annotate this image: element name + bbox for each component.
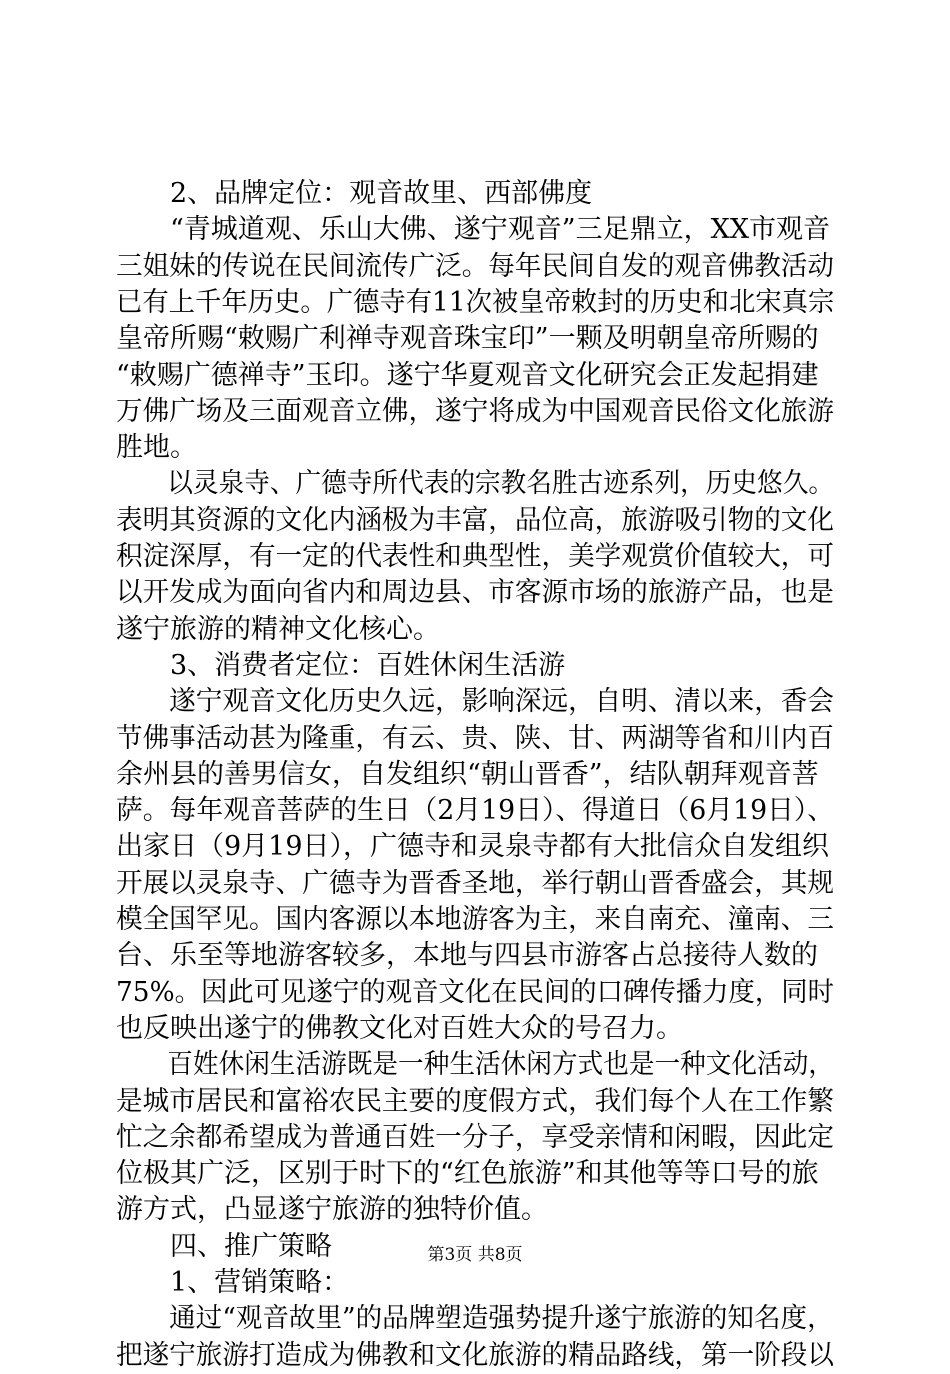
text-line: 百姓休闲生活游既是一种生活休闲方式也是一种文化活动， [116, 1049, 834, 1080]
text-line: 遂宁观音文化历史久远，影响深远，自明、清以来，香会 [116, 686, 834, 717]
text-line: 已有上千年历史。广德寺有11次被皇帝敕封的历史和北宋真宗 [116, 287, 835, 318]
text-line: 万佛广场及三面观音立佛，遂宁将成为中国观音民俗文化旅游 [116, 396, 834, 427]
text-line: 2、品牌定位：观音故里、西部佛度 [116, 178, 593, 209]
text-line: 胜地。 [116, 432, 197, 463]
text-line: 表明其资源的文化内涵极为丰富，品位高，旅游吸引物的文化 [116, 505, 834, 536]
text-line: 三姐妹的传说在民间流传广泛。每年民间自发的观音佛教活动 [116, 251, 834, 282]
text-line: 积淀深厚，有一定的代表性和典型性，美学观赏价值较大，可 [116, 541, 834, 572]
text-line: 3、消费者定位：百姓休闲生活游 [116, 650, 566, 681]
text-line: 余州县的善男信女，自发组织“朝山晋香”，结队朝拜观音菩 [116, 759, 819, 790]
text-line: 皇帝所赐“敕赐广利禅寺观音珠宝印”一颗及明朝皇帝所赐的 [116, 323, 819, 354]
text-line: 萨。每年观音菩萨的生日（2月19日）、得道日（6月19日）、 [116, 795, 835, 826]
text-line: 75%。因此可见遂宁的观音文化在民间的口碑传播力度，同时 [116, 977, 835, 1008]
text-line: 是城市居民和富裕农民主要的度假方式，我们每个人在工作繁 [116, 1086, 834, 1117]
text-line: 游方式，凸显遂宁旅游的独特价值。 [116, 1194, 548, 1225]
text-line: 通过“观音故里”的品牌塑造强势提升遂宁旅游的知名度， [116, 1303, 834, 1334]
text-line: 遂宁旅游的精神文化核心。 [116, 614, 440, 645]
text-line: 以开发成为面向省内和周边县、市客源市场的旅游产品，也是 [116, 577, 834, 608]
text-line: “青城道观、乐山大佛、遂宁观音”三足鼎立，XX市观音 [116, 214, 831, 245]
text-line: 台、乐至等地游客较多，本地与四县市游客占总接待人数的 [116, 940, 818, 971]
text-line: 位极其广泛，区别于时下的“红色旅游”和其他等等口号的旅 [116, 1158, 819, 1189]
text-line: 以灵泉寺、广德寺所代表的宗教名胜古迹系列，历史悠久。 [116, 468, 834, 499]
text-line: 模全国罕见。国内客源以本地游客为主，来自南充、潼南、三 [116, 904, 834, 935]
text-line: 1、营销策略： [116, 1267, 350, 1298]
text-line: 把遂宁旅游打造成为佛教和文化旅游的精品路线，第一阶段以 [116, 1340, 834, 1371]
text-line: 出家日（9月19日），广德寺和灵泉寺都有大批信众自发组织 [116, 831, 830, 862]
text-line: 忙之余都希望成为普通百姓一分子，享受亲情和闲暇，因此定 [116, 1122, 834, 1153]
page-footer: 第3页 共8页 [427, 1245, 523, 1265]
text-line: 开展以灵泉寺、广德寺为晋香圣地，举行朝山晋香盛会，其规 [116, 868, 834, 899]
text-line: “敕赐广德禅寺”玉印。遂宁华夏观音文化研究会正发起捐建 [116, 360, 819, 391]
text-line: 四、推广策略 [116, 1231, 332, 1262]
text-line: 节佛事活动甚为隆重，有云、贵、陕、甘、两湖等省和川内百 [116, 723, 834, 754]
text-line: 也反映出遂宁的佛教文化对百姓大众的号召力。 [116, 1013, 683, 1044]
